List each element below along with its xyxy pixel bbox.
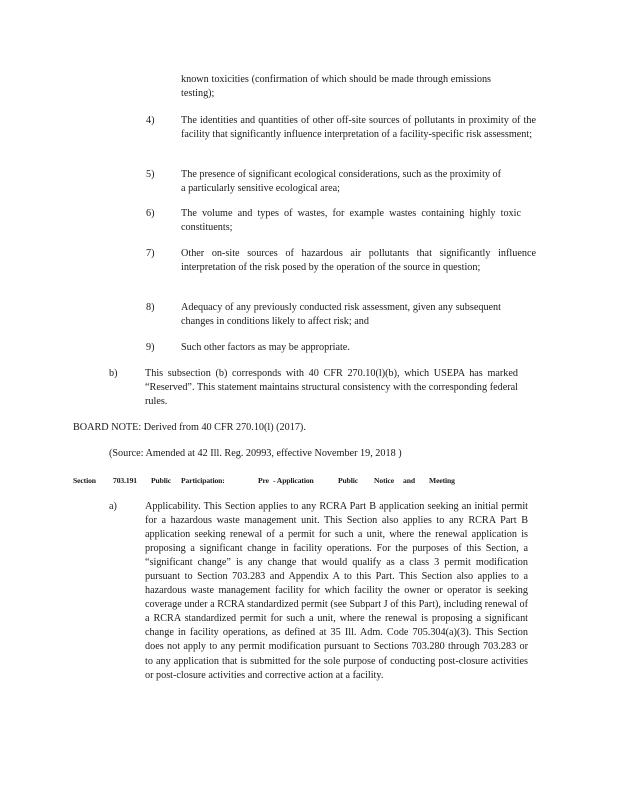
- section-title-word: Pre: [258, 476, 269, 485]
- item-text: Such other factors as may be appropriate.: [181, 342, 350, 353]
- subsection-a-text: Applicability. This Section applies to any RCRA Part B application seeking an initial permit for a hazardous waste management unit. This Section also applies to any RCRA Part B application seeking renewal of a permit for such a unit, where the renewal application is proposing a significant change in facility operations. For the purposes of this Section, a “significant change” is any change that would qualify as a class 3 permit modification pursuant to Section 703.283 and Appendix A to this Part. This Section also applies to a hazardous waste management facility for which facility the owner or operator is seeking coverage under a RCRA standardized permit (see Subpart J of this Part), including renewal of a RCRA standardized permit for such a unit, where the renewal is proposing a significant change in facility operations, as defined at 35 Ill. Adm. Code 705.304(a)(3). This Section does not apply to any permit modification pursuant to Sections 703.280 through 703.283 or to any application that is submitted for the sole purpose of conducting post-closure activities or post-closure activities and corrective action at a facility.: [145, 501, 528, 681]
- item-number: 9): [146, 342, 155, 353]
- item-number: 4): [146, 115, 155, 126]
- item-text: The volume and types of wastes, for example wastes containing highly toxic constituents;: [181, 208, 521, 233]
- section-number: 703.191: [113, 476, 137, 485]
- item-text: Other on-site sources of hazardous air pollutants that significantly influence interpretation of the risk posed by the operation of the source in question;: [181, 248, 536, 273]
- section-title-word: Public: [338, 476, 359, 485]
- subsection-b-label: b): [109, 368, 118, 379]
- item-number: 7): [146, 248, 155, 259]
- subsection-b-text: This subsection (b) corresponds with 40 CFR 270.10(l)(b), which USEPA has marked “Reserved”. This statement maintains structural consistency with the corresponding federal rules.: [145, 368, 518, 407]
- section-title-word: Meeting: [429, 476, 455, 485]
- item-text: The presence of significant ecological considerations, such as the proximity of a particularly sensitive ecological area;: [181, 169, 501, 194]
- item-number: 6): [146, 208, 155, 219]
- continuation-text: known toxicities (confirmation of which should be made through emissions testing);: [181, 74, 491, 99]
- item-number: 5): [146, 169, 155, 180]
- section-title-word: Public: [151, 476, 172, 485]
- section-title-word: - Application: [273, 476, 314, 485]
- section-title-word: Notice: [374, 476, 395, 485]
- item-text: The identities and quantities of other off-site sources of pollutants in proximity of the facility that significantly influence interpretation of a facility-specific risk assessment;: [181, 115, 536, 140]
- item-number: 8): [146, 302, 155, 313]
- section-heading: [73, 474, 483, 488]
- section-word: Section: [73, 476, 96, 485]
- board-note: BOARD NOTE: Derived from 40 CFR 270.10(l) (2017).: [73, 422, 306, 433]
- source-note: (Source: Amended at 42 Ill. Reg. 20993, effective November 19, 2018 ): [109, 448, 402, 459]
- item-text: Adequacy of any previously conducted risk assessment, given any subsequent changes in conditions likely to affect risk; and: [181, 302, 501, 327]
- section-title-word: and: [403, 476, 415, 485]
- subsection-a-label: a): [109, 501, 117, 512]
- section-title-word: Participation:: [181, 476, 225, 485]
